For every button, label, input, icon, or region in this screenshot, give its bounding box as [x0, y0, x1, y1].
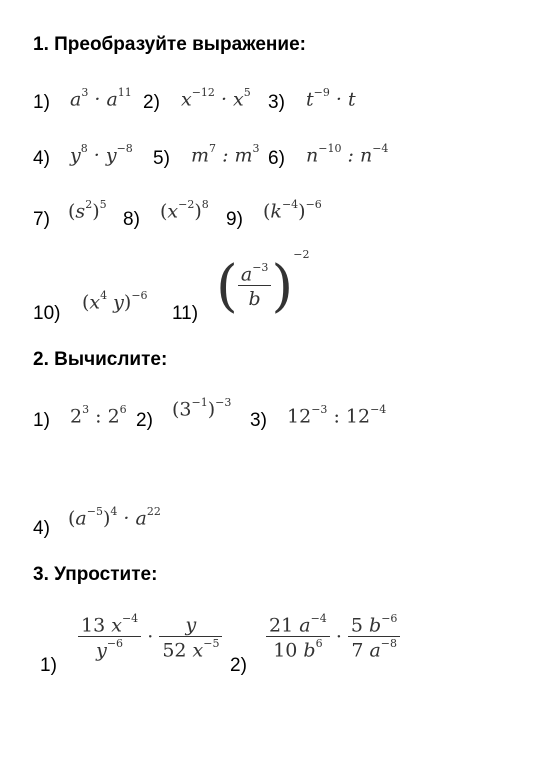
task-1-11-label: 11) — [172, 303, 199, 324]
section-3-title: 3. Упростите: — [33, 564, 158, 585]
task-3-1-expr: $\frac{13 x^{-4}}{y^{-6}}$ · $\frac{y}{52 x^{-5}}$ — [78, 614, 222, 662]
task-1-10-expr: ($x^4$ y)$^{-6}$ — [82, 289, 148, 314]
task-1-2-expr: $x^{-12} \cdot x^5$ — [181, 86, 251, 111]
task-1-9-label: 9) — [226, 209, 243, 230]
task-1-9-expr: $(k^{-4})^{-6}$ — [263, 198, 322, 223]
task-2-2-expr: $(3^{-1})^{-3}$ — [172, 396, 232, 421]
task-2-2-label: 2) — [136, 410, 153, 431]
task-1-11-expr: ( $\frac{a^{-3}}{b}$ )$^{-2}$ — [216, 248, 310, 319]
task-3-2-label: 2) — [230, 655, 247, 676]
task-1-4-label: 4) — [33, 148, 50, 169]
task-1-1-expr: $a^3 \cdot a^{11}$ — [70, 86, 132, 111]
task-1-5-expr: $m^7$ : $m^3$ — [191, 142, 260, 167]
task-1-4-expr: $y^8 \cdot y^{-8}$ — [70, 142, 133, 167]
task-3-2-expr: $\frac{21 a^{-4}}{10 b^6}$ · $\frac{5 b^{-6}}{7 a^{-8}}$ — [266, 614, 400, 662]
section-2-title: 2. Вычислите: — [33, 349, 168, 370]
task-1-3-expr: $t^{-9} \cdot t$ — [306, 86, 356, 111]
task-1-2-label: 2) — [143, 92, 160, 113]
task-1-8-expr: $(x^{-2})^8$ — [160, 198, 209, 223]
task-2-3-label: 3) — [250, 410, 267, 431]
task-1-1-label: 1) — [33, 92, 50, 113]
task-1-3-label: 3) — [268, 92, 285, 113]
section-1-title: 1. Преобразуйте выражение: — [33, 34, 306, 55]
task-2-4-expr: $(a^{-5})^4 \cdot a^{22}$ — [68, 505, 161, 530]
task-1-10-label: 10) — [33, 303, 61, 324]
task-1-7-label: 7) — [33, 209, 50, 230]
task-2-1-expr: $2^3$ : $2^6$ — [70, 403, 127, 428]
task-1-6-expr: $n^{-10}$ : $n^{-4}$ — [306, 142, 389, 167]
task-2-3-expr: $12^{-3}$ : $12^{-4}$ — [287, 403, 387, 428]
task-1-5-label: 5) — [153, 148, 170, 169]
task-2-4-label: 4) — [33, 518, 50, 539]
task-1-7-expr: $(s^2)^5$ — [68, 198, 107, 223]
task-1-8-label: 8) — [123, 209, 140, 230]
task-1-6-label: 6) — [268, 148, 285, 169]
task-2-1-label: 1) — [33, 410, 50, 431]
task-3-1-label: 1) — [40, 655, 57, 676]
